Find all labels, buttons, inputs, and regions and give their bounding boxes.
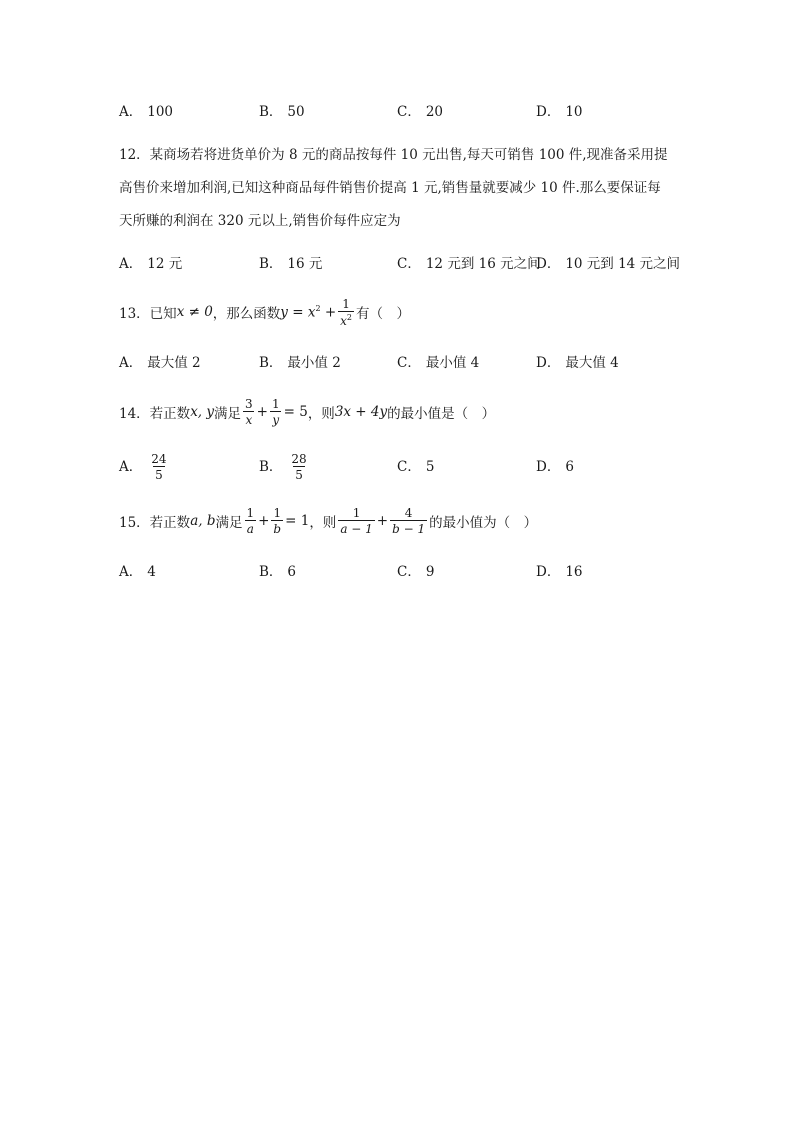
q13-options (0, 351, 794, 375)
q13-option-a: A． 最大值 2 (119, 355, 201, 371)
q14-stem: 14．若正数 x, y 满足 $\frac{3}{x}$ + $\frac{1}{y}$ = 5 ，则 3x + 4y 的最小值是（ ） (119, 397, 496, 427)
q13-option-c: C． 最小值 4 (397, 355, 480, 371)
q14-option-d: D． 6 (536, 459, 574, 475)
q15-option-c: C． 9 (397, 564, 435, 580)
q14-option-c: C． 5 (397, 459, 435, 475)
q14-option-b: B． $\frac{28}{5}$ (259, 452, 307, 482)
q14-fraction-2: $\frac{1}{y}$ (271, 397, 280, 427)
q13-function: $y = x^2$ + (280, 303, 337, 321)
q12-option-c: C． 12 元到 16 元之间 (397, 256, 541, 272)
q15-option-d: D． 16 (536, 564, 583, 580)
q14-option-a: A． $\frac{24}{5}$ (119, 452, 167, 482)
q14-options (0, 447, 794, 487)
q11-options (0, 100, 794, 124)
q11-option-c: C． 20 (397, 104, 444, 120)
q14-option-a-fraction: $\frac{24}{5}$ (151, 452, 167, 482)
q13-fraction: $\frac{1}{x^2}$ (340, 296, 353, 328)
q12-stem-line-2: 高售价来增加利润,已知这种商品每件销售价提高 1 元,销售量就要减少 10 件.那么要保证每 (119, 180, 661, 196)
q12-options (0, 252, 794, 276)
q13-option-b: B． 最小值 2 (259, 355, 341, 371)
q15-option-b: B． 6 (259, 564, 297, 580)
q12-stem-line-3: 天所赚的利润在 320 元以上,销售价每件应定为 (119, 213, 401, 229)
q15-fraction-1: $\frac{1}{a}$ (246, 506, 255, 536)
q15-fraction-4: $\frac{4}{b - 1}$ (392, 506, 426, 536)
q14-expression: 3x + 4y (334, 404, 388, 420)
q11-option-a: A． 100 (119, 104, 174, 120)
q13-option-d: D． 最大值 4 (536, 355, 619, 371)
q14-vars: x, y (190, 404, 215, 420)
q12-option-d: D． 10 元到 14 元之间 (536, 256, 681, 272)
q14-option-b-fraction: $\frac{28}{5}$ (291, 452, 307, 482)
q15-stem: 15．若正数 a, b 满足 $\frac{1}{a}$ + $\frac{1}{b}$ = 1 ，则 $\frac{1}{a - 1}$ + $\frac{4}{b - 1}$ 的最小值为（ ） (119, 506, 538, 536)
q12-option-a: A． 12 元 (119, 256, 183, 272)
q12-stem-line-1: 12．某商场若将进货单价为 8 元的商品按每件 10 元出售,每天可销售 100 件,现准备采用提 (119, 147, 668, 163)
q14-fraction-1: $\frac{3}{x}$ (245, 397, 253, 427)
q13-condition: x ≠ 0 (176, 304, 213, 320)
q15-vars: a, b (190, 513, 216, 529)
q11-option-b: B． 50 (259, 104, 305, 120)
q13-stem: 13．已知 x ≠ 0 ，那么函数 $y = x^2$ + $\frac{1}{x^2}$ 有（ ） (119, 296, 411, 328)
q15-options (0, 560, 794, 584)
q15-option-a: A． 4 (119, 564, 156, 580)
q15-fraction-3: $\frac{1}{a - 1}$ (340, 506, 373, 536)
q12-option-b: B． 16 元 (259, 256, 323, 272)
q11-option-d: D． 10 (536, 104, 583, 120)
q15-fraction-2: $\frac{1}{b}$ (273, 506, 282, 536)
